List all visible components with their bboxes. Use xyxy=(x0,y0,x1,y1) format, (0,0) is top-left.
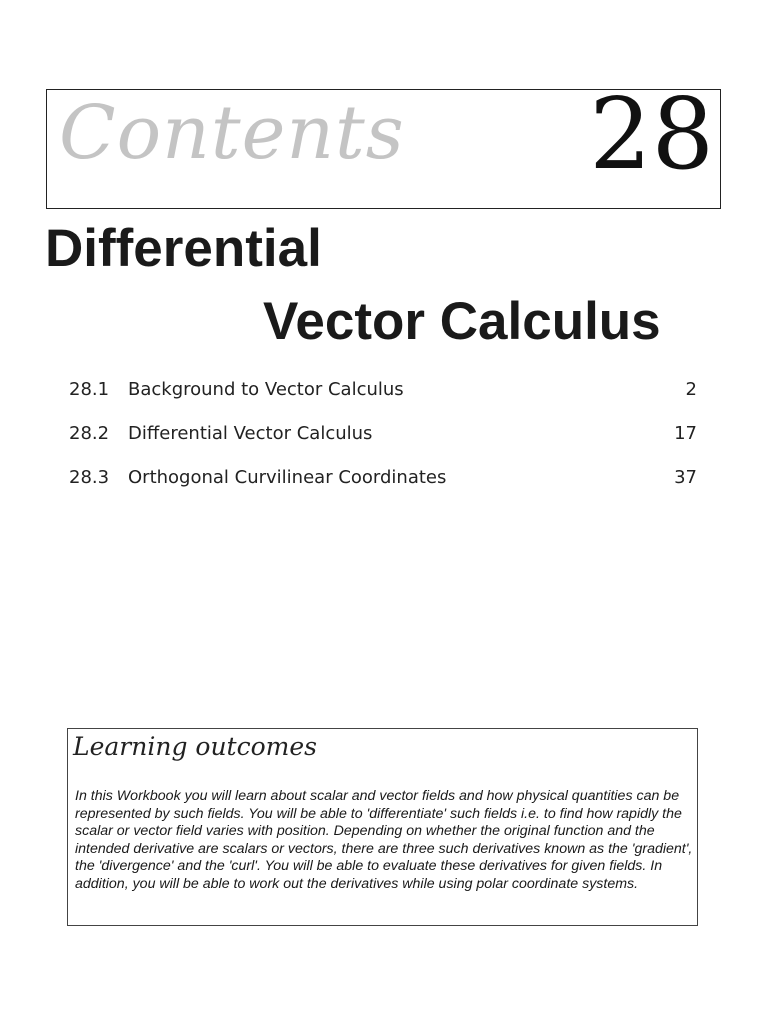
toc-section-title[interactable]: Background to Vector Calculus xyxy=(128,379,404,400)
toc-page-number: 37 xyxy=(674,467,697,488)
toc-entry[interactable] xyxy=(69,420,697,464)
contents-heading: Contents xyxy=(59,90,405,176)
toc-page-number: 2 xyxy=(685,379,697,400)
toc-section-title[interactable]: Differential Vector Calculus xyxy=(128,423,373,444)
chapter-title-line2: Vector Calculus xyxy=(263,292,661,351)
toc-page-number: 17 xyxy=(674,423,697,444)
chapter-number: 28 xyxy=(589,78,714,192)
toc-entry[interactable] xyxy=(69,464,697,508)
toc-section-number: 28.2 xyxy=(69,423,110,444)
table-of-contents xyxy=(69,376,697,508)
learning-outcomes-box xyxy=(67,728,698,926)
chapter-title-line1: Differential xyxy=(45,219,322,278)
learning-outcomes-text: In this Workbook you will learn about scalar and vector fields and how physical quantities can be represented by such fields. You will be able to 'differentiate' such fields i.e. to find how rapidly the scalar or vector field varies with position. Depending on whether the original function and the intended derivative are scalars or vectors, there are three such derivatives known as the 'gradient', the 'divergence' and the 'curl'. You will be able to evaluate these derivatives for given fields. In addition, you will be able to work out the derivatives while using polar coordinate systems. xyxy=(75,788,693,892)
learning-outcomes-heading: Learning outcomes xyxy=(73,732,317,761)
toc-section-number: 28.3 xyxy=(69,467,110,488)
toc-section-title[interactable]: Orthogonal Curvilinear Coordinates xyxy=(128,467,447,488)
toc-entry[interactable] xyxy=(69,376,697,420)
toc-section-number: 28.1 xyxy=(69,379,110,400)
contents-header-box xyxy=(46,78,721,209)
